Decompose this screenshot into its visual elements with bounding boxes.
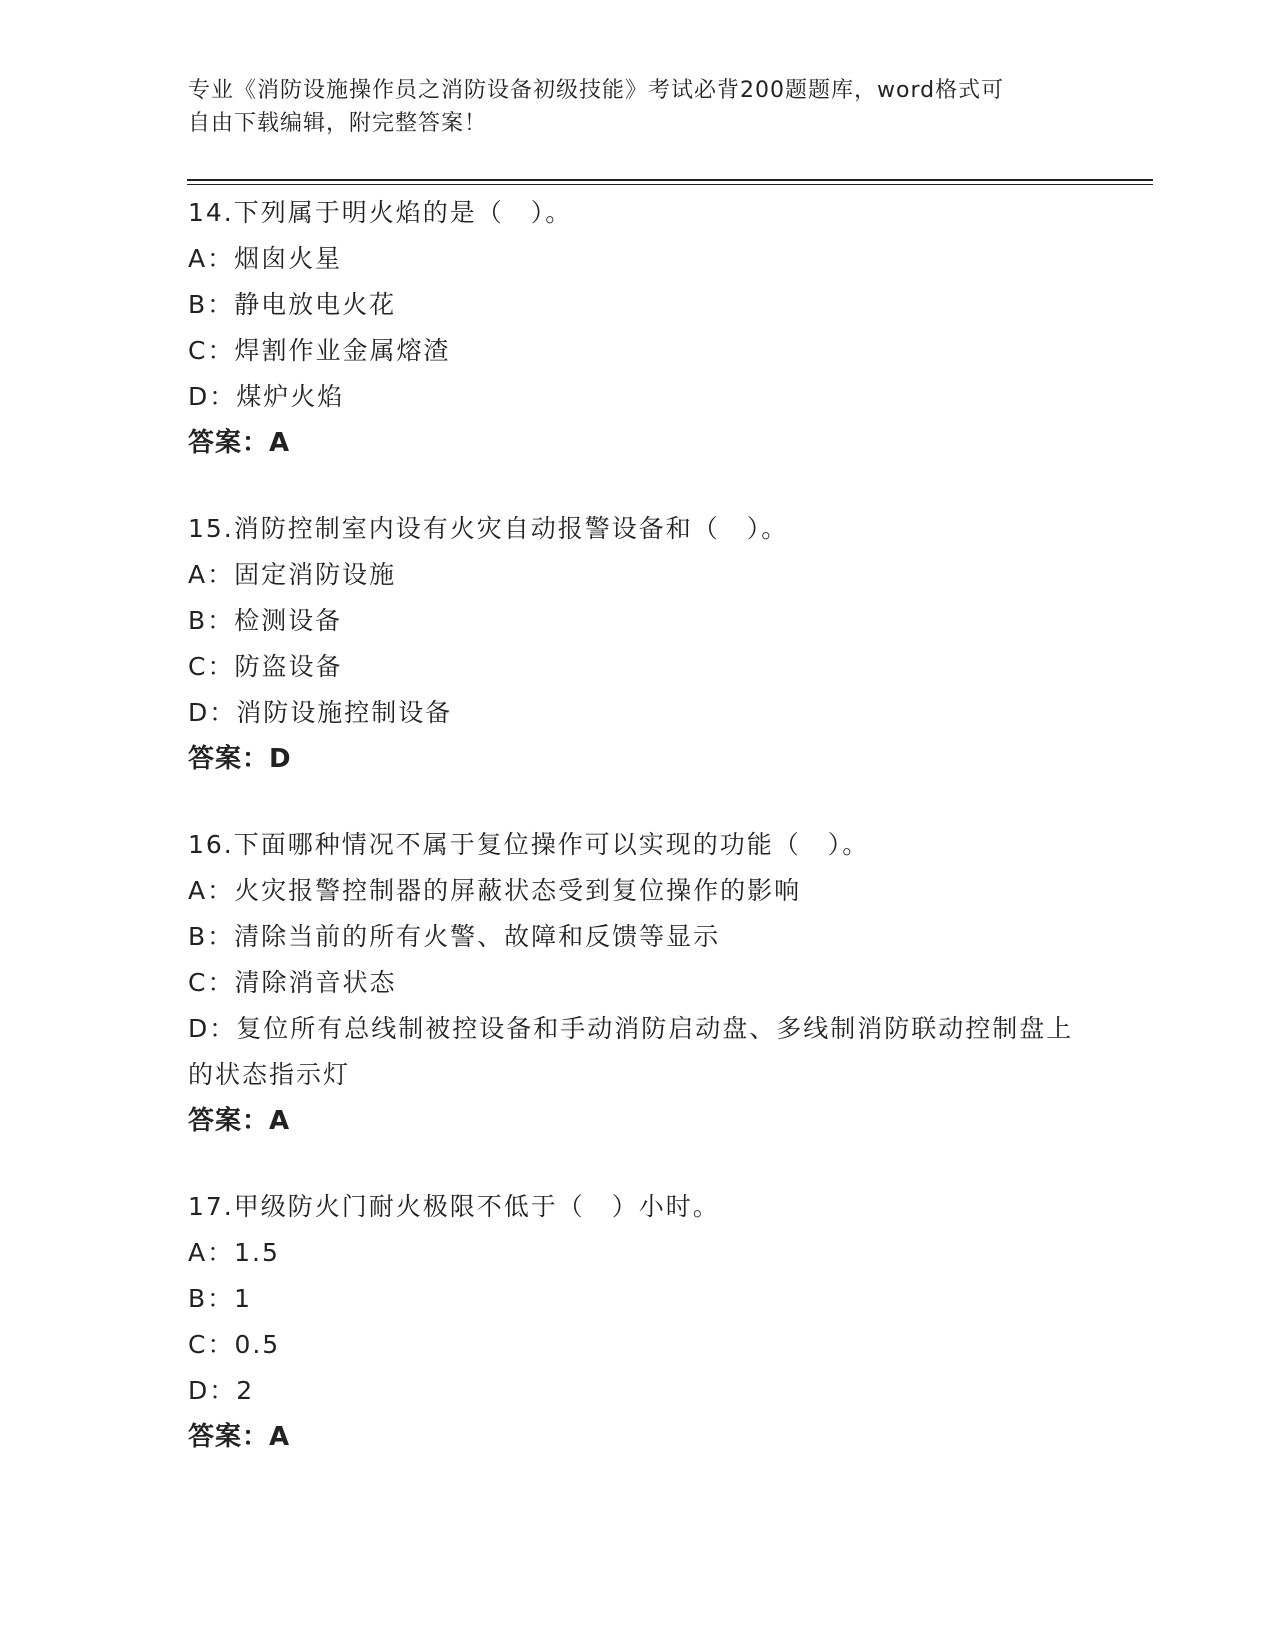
option-a: A：1.5 (188, 1238, 280, 1267)
header-line-2: 自由下载编辑，附完整答案！ (188, 111, 488, 136)
question-15 (188, 506, 1088, 782)
question-16 (188, 822, 1088, 1144)
answer: 答案：A (188, 1106, 291, 1136)
option-d: D：消防设施控制设备 (188, 698, 453, 727)
option-a: A：火灾报警控制器的屏蔽状态受到复位操作的影响 (188, 876, 802, 905)
question-14 (188, 190, 1088, 466)
question-stem: 15.消防控制室内设有火灾自动报警设备和（ ）。 (188, 514, 789, 543)
answer: 答案：D (188, 744, 292, 774)
option-a: A：烟囱火星 (188, 244, 343, 273)
answer: 答案：A (188, 428, 291, 458)
option-c: C：清除消音状态 (188, 968, 397, 997)
option-c: C：0.5 (188, 1330, 281, 1359)
option-d: D：复位所有总线制被控设备和手动消防启动盘、多线制消防联动控制盘上的状态指示灯 (188, 1014, 1074, 1089)
question-17 (188, 1184, 1088, 1460)
header-line-1: 专业《消防设施操作员之消防设备初级技能》考试必背200题题库，word格式可 (188, 78, 1005, 103)
option-d: D：煤炉火焰 (188, 382, 345, 411)
option-b: B：清除当前的所有火警、故障和反馈等显示 (188, 922, 721, 951)
question-list (188, 190, 1088, 1500)
option-a: A：固定消防设施 (188, 560, 397, 589)
option-d: D：2 (188, 1376, 255, 1405)
header-divider-thick (187, 179, 1153, 181)
option-c: C：防盗设备 (188, 652, 343, 681)
option-b: B：检测设备 (188, 606, 343, 635)
option-b: B：1 (188, 1284, 253, 1313)
question-stem: 17.甲级防火门耐火极限不低于（ ）小时。 (188, 1192, 720, 1221)
question-stem: 16.下面哪种情况不属于复位操作可以实现的功能（ ）。 (188, 830, 870, 859)
document-header (188, 74, 1088, 140)
header-divider-thin (187, 184, 1153, 185)
option-c: C：焊割作业金属熔渣 (188, 336, 451, 365)
option-b: B：静电放电火花 (188, 290, 397, 319)
question-stem: 14.下列属于明火焰的是（ ）。 (188, 198, 573, 227)
answer: 答案：A (188, 1422, 291, 1452)
